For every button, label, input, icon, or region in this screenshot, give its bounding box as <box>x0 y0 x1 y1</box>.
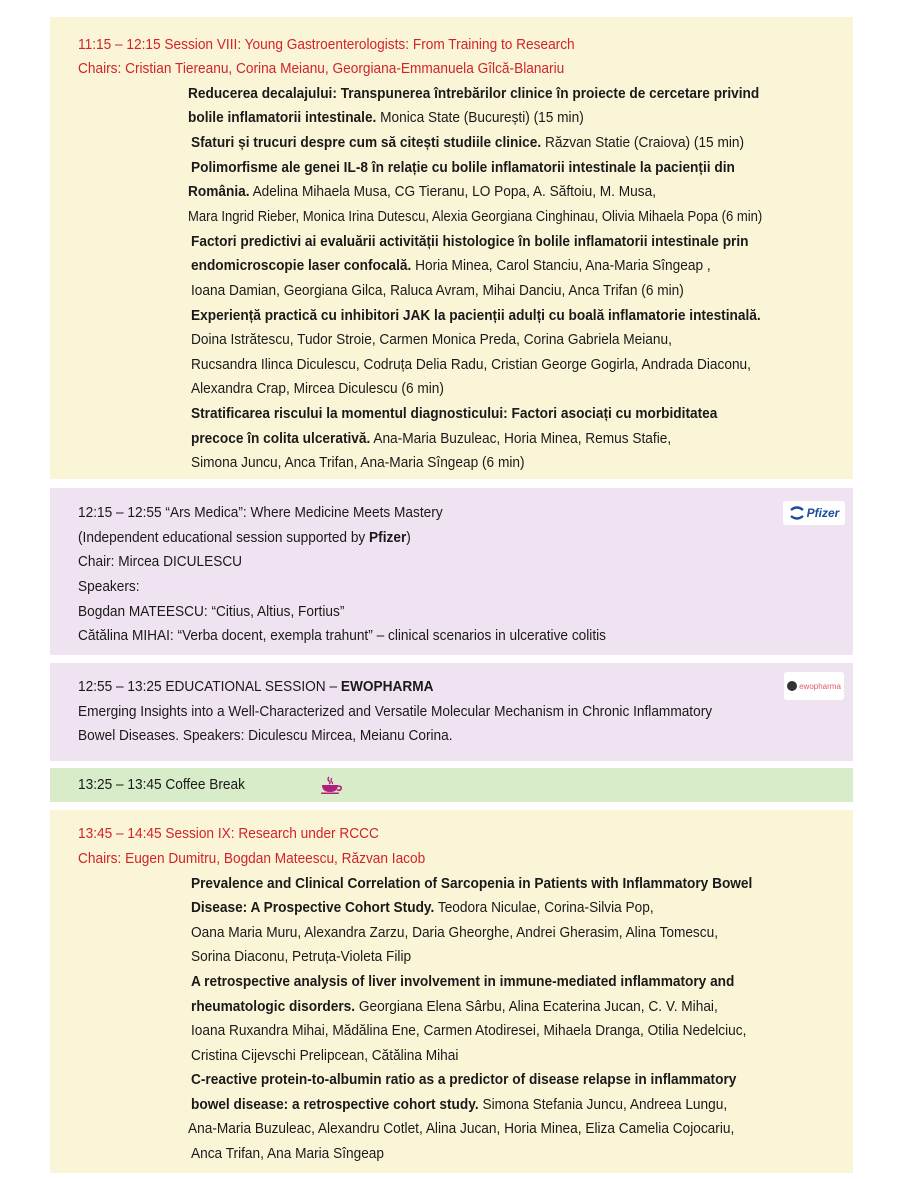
talk-authors: Ioana Ruxandra Mihai, Mădălina Ene, Carmen Atodiresei, Mihaela Dranga, Otilia Nedelciuc, <box>191 1022 747 1039</box>
talk-entry: Sfaturi și trucuri despre cum să citești studiile clinice. Răzvan Statie (Craiova) (15 min) <box>191 134 745 151</box>
talk-entry: rheumatologic disorders. Georgiana Elena Sârbu, Alina Ecaterina Jucan, C. V. Mihai, <box>191 998 718 1015</box>
talk-entry: Disease: A Prospective Cohort Study. Teodora Niculae, Corina-Silvia Pop, <box>191 899 654 916</box>
ewopharma-title: 12:55 – 13:25 EDUCATIONAL SESSION – EWOPHARMA <box>78 678 434 695</box>
ars-medica-block <box>50 488 853 655</box>
talk-title: Factori predictivi ai evaluării activității histologice în bolile inflamatorii intestinale prin <box>191 233 749 250</box>
talk-title: Reducerea decalajului: Transpunerea întrebărilor clinice în proiecte de cercetare privind <box>188 85 760 102</box>
talk-authors: Doina Istrătescu, Tudor Stroie, Carmen Monica Preda, Corina Gabriela Meianu, <box>191 331 672 348</box>
ars-medica-title: 12:15 – 12:55 “Ars Medica”: Where Medicine Meets Mastery <box>78 504 443 521</box>
talk-entry: bowel disease: a retrospective cohort study. Simona Stefania Juncu, Andreea Lungu, <box>191 1096 728 1113</box>
talk-entry: precoce în colita ulcerativă. Ana-Maria Buzuleac, Horia Minea, Remus Stafie, <box>191 430 672 447</box>
ewopharma-logo: ewopharma <box>784 672 844 700</box>
ars-medica-chair: Chair: Mircea DICULESCU <box>78 553 243 570</box>
talk-authors: Oana Maria Muru, Alexandra Zarzu, Daria Gheorghe, Andrei Gherasim, Alina Tomescu, <box>191 924 719 941</box>
talk-title: C-reactive protein-to-albumin ratio as a predictor of disease relapse in inflammatory <box>191 1071 737 1088</box>
session-8-block <box>50 17 853 479</box>
ewopharma-desc: Emerging Insights into a Well-Characterized and Versatile Molecular Mechanism in Chronic Inflammatory <box>78 703 713 720</box>
talk-title: Prevalence and Clinical Correlation of Sarcopenia in Patients with Inflammatory Bowel <box>191 875 753 892</box>
session-9-header: 13:45 – 14:45 Session IX: Research under RCCC <box>78 825 379 842</box>
ewopharma-mark-icon <box>787 681 797 691</box>
ars-medica-speakers-label: Speakers: <box>78 578 140 595</box>
ewopharma-block <box>50 663 853 761</box>
talk-authors: Sorina Diaconu, Petruța-Violeta Filip <box>191 948 412 965</box>
ars-medica-speaker: Bogdan MATEESCU: “Citius, Altius, Fortius” <box>78 603 345 620</box>
ars-medica-speaker: Cătălina MIHAI: “Verba docent, exempla trahunt” – clinical scenarios in ulcerative colitis <box>78 627 607 644</box>
talk-title: Experiență practică cu inhibitori JAK la pacienții adulți cu boală inflamatorie intestinală. <box>191 307 761 324</box>
talk-authors: Anca Trifan, Ana Maria Sîngeap <box>191 1145 385 1162</box>
session-9-block <box>50 810 853 1173</box>
ars-medica-support: (Independent educational session supported by Pfizer) <box>78 529 411 546</box>
talk-authors: Cristina Cijevschi Prelipcean, Cătălina Mihai <box>191 1047 459 1064</box>
session-8-chairs: Chairs: Cristian Tiereanu, Corina Meianu, Georgiana-Emmanuela Gîlcă-Blanariu <box>78 60 565 77</box>
session-8-header: 11:15 – 12:15 Session VIII: Young Gastroenterologists: From Training to Research <box>78 36 575 53</box>
talk-title: Polimorfisme ale genei IL-8 în relație cu bolile inflamatorii intestinale la pacienții din <box>191 159 735 176</box>
talk-title: A retrospective analysis of liver involvement in immune-mediated inflammatory and <box>191 973 735 990</box>
coffee-cup-icon <box>318 775 344 795</box>
coffee-break-block <box>50 768 853 802</box>
talk-authors: Ioana Damian, Georgiana Gilca, Raluca Avram, Mihai Danciu, Anca Trifan (6 min) <box>191 282 684 299</box>
talk-entry: România. Adelina Mihaela Musa, CG Tieranu, LO Popa, A. Săftoiu, M. Musa, <box>188 183 656 200</box>
talk-authors: Alexandra Crap, Mircea Diculescu (6 min) <box>191 380 444 397</box>
talk-authors: Simona Juncu, Anca Trifan, Ana-Maria Sîngeap (6 min) <box>191 454 525 471</box>
coffee-break-label: 13:25 – 13:45 Coffee Break <box>78 776 245 793</box>
pfizer-logo: Pfizer <box>783 501 845 525</box>
talk-authors: Rucsandra Ilinca Diculescu, Codruța Delia Radu, Cristian George Gogirla, Andrada Diaconu, <box>191 356 751 373</box>
pfizer-swirl-icon <box>789 506 805 520</box>
talk-entry: bolile inflamatorii intestinale. Monica State (București) (15 min) <box>188 109 584 126</box>
talk-authors: Ana-Maria Buzuleac, Alexandru Cotlet, Alina Jucan, Horia Minea, Eliza Camelia Cojocariu, <box>188 1120 735 1137</box>
talk-title: Stratificarea riscului la momentul diagnosticului: Factori asociați cu morbiditatea <box>191 405 718 422</box>
talk-authors: Mara Ingrid Rieber, Monica Irina Dutescu, Alexia Georgiana Cinghinau, Olivia Mihaela Popa (6 min) <box>188 208 763 225</box>
talk-entry: endomicroscopie laser confocală. Horia Minea, Carol Stanciu, Ana-Maria Sîngeap , <box>191 257 711 274</box>
ewopharma-desc: Bowel Diseases. Speakers: Diculescu Mircea, Meianu Corina. <box>78 727 453 744</box>
session-9-chairs: Chairs: Eugen Dumitru, Bogdan Mateescu, Răzvan Iacob <box>78 850 426 867</box>
